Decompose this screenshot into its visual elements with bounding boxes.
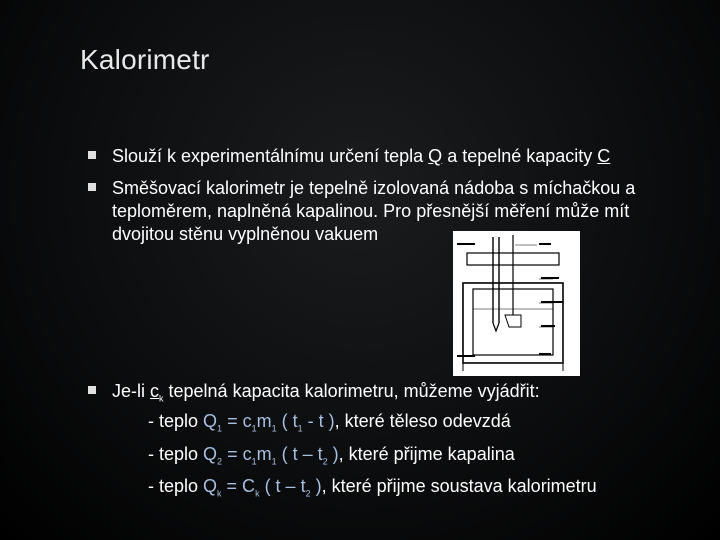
formula-paren: ( t bbox=[276, 411, 298, 431]
formula-paren: ( t – t bbox=[259, 476, 306, 496]
ck-subscript: k bbox=[159, 393, 164, 404]
slide-title: Kalorimetr bbox=[80, 44, 210, 75]
formula-lead: - teplo bbox=[148, 476, 204, 496]
formula-lead: - teplo bbox=[148, 411, 204, 431]
bullet-text-middle: a tepelné kapacity bbox=[442, 146, 598, 166]
formula-mass: m bbox=[256, 444, 272, 464]
heat-symbol: Q bbox=[428, 146, 443, 166]
formula-eq: = C bbox=[221, 476, 256, 496]
formula-subscript: 1 bbox=[217, 423, 223, 434]
calorimeter-drawing bbox=[453, 231, 580, 376]
bullet-text bbox=[112, 380, 682, 411]
formula-line-qk bbox=[148, 475, 597, 506]
bullet-text bbox=[112, 145, 682, 168]
formula-subscript: 1 bbox=[271, 423, 277, 434]
bullet-text-suffix: tepelná kapacita kalorimetru, můžeme vyjádřit: bbox=[163, 381, 540, 401]
bullet-text-prefix: Je-li bbox=[112, 381, 151, 401]
formula-tail: , které těleso odevzdá bbox=[334, 411, 511, 431]
ck-symbol bbox=[150, 381, 164, 404]
calorimeter-diagram bbox=[453, 231, 580, 376]
formula-tail: , které přijme soustava kalorimetru bbox=[321, 476, 597, 496]
formula-subscript: 1 bbox=[271, 456, 277, 467]
formula-tail-expr: - t ) bbox=[302, 411, 335, 431]
formula-tail-expr: ) bbox=[327, 444, 339, 464]
formula-paren: ( t – t bbox=[276, 444, 323, 464]
formula-symbol: Q bbox=[203, 444, 218, 464]
bullet-text-prefix: Slouží k experimentálnímu určení tepla bbox=[112, 146, 429, 166]
formula-symbol: Q bbox=[203, 411, 218, 431]
formula-eq: = c bbox=[222, 411, 252, 431]
bullet-text: Směšovací kalorimetr je tepelně izolovaná nádoba s míchačkou a teploměrem, naplněná kapalinou. Pro přesnější měření může mít dvojitou stěnu vyplněnou vakuem bbox=[112, 178, 636, 244]
formula-subscript: k bbox=[217, 488, 222, 499]
formula-subscript: 1 bbox=[251, 423, 257, 434]
formula-subscript: 2 bbox=[217, 456, 223, 467]
formula-mass: m bbox=[256, 411, 272, 431]
formula-symbol: Q bbox=[203, 476, 218, 496]
formula-subscript: 1 bbox=[297, 423, 303, 434]
formula-subscript: 2 bbox=[322, 456, 328, 467]
formula-expression bbox=[203, 444, 339, 467]
ck-letter: c bbox=[150, 381, 160, 401]
formula-expression bbox=[203, 476, 322, 499]
formula-lead: - teplo bbox=[148, 444, 204, 464]
bullet-marker-icon bbox=[88, 183, 96, 191]
formula-subscript: k bbox=[255, 488, 260, 499]
formula-subscript: 1 bbox=[251, 456, 257, 467]
formula-subscript: 2 bbox=[305, 488, 311, 499]
formula-tail: , které přijme kapalina bbox=[338, 444, 515, 464]
formula-tail-expr: ) bbox=[310, 476, 322, 496]
formula-line-q2 bbox=[148, 443, 515, 474]
formula-eq: = c bbox=[222, 444, 252, 464]
bullet-marker-icon bbox=[88, 386, 96, 394]
formula-expression bbox=[203, 411, 335, 434]
formula-line-q1 bbox=[148, 410, 511, 441]
bullet-marker-icon bbox=[88, 151, 96, 159]
capacity-symbol: C bbox=[597, 146, 611, 166]
